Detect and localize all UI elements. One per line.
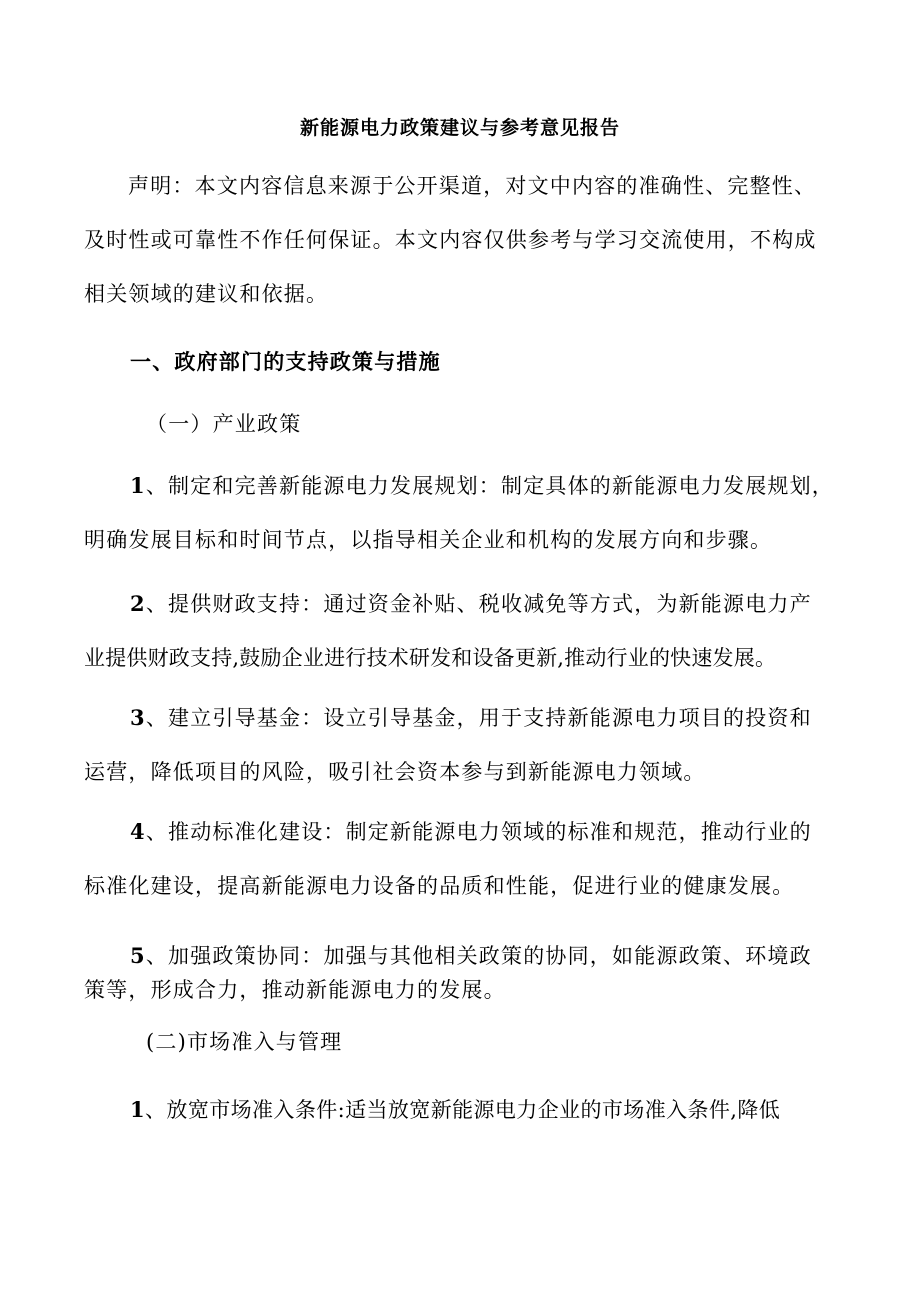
- market-item-1-line-1: [130, 1096, 780, 1124]
- list-item-number: 1: [130, 1097, 146, 1122]
- list-item-number: 4: [130, 819, 146, 844]
- list-item-text: 、建立引导基金：设立引导基金，用于支持新能源电力项目的投资和: [145, 706, 812, 730]
- list-item-1-line-2: 明确发展目标和时间节点，以指导相关企业和机构的发展方向和步骤。: [84, 528, 773, 552]
- list-item-3-line-1: [130, 704, 812, 732]
- section-1-heading: 一、政府部门的支持政策与措施: [130, 349, 441, 374]
- list-item-number: 1: [130, 473, 146, 498]
- list-item-number: 3: [130, 705, 146, 730]
- disclaimer-line-1: 声明：本文内容信息来源于公开渠道，对文中内容的准确性、完整性、: [128, 174, 817, 198]
- disclaimer-line-2: 及时性或可靠性不作任何保证。本文内容仅供参考与学习交流使用，不构成: [84, 228, 817, 252]
- list-item-5-line-1: [130, 942, 812, 970]
- list-item-4-line-2: 标准化建设，提高新能源电力设备的品质和性能，促进行业的健康发展。: [84, 874, 795, 898]
- list-item-text: 、提供财政支持：通过资金补贴、税收减免等方式，为新能源电力产: [145, 592, 812, 616]
- list-item-number: 5: [130, 943, 146, 968]
- list-item-3-line-2: 运营，降低项目的风险，吸引社会资本参与到新能源电力领域。: [84, 760, 706, 784]
- disclaimer-line-3: 相关领域的建议和依据。: [84, 282, 329, 306]
- list-item-5-line-2: 策等，形成合力，推动新能源电力的发展。: [84, 978, 506, 1002]
- list-item-text: 、制定和完善新能源电力发展规划：制定具体的新能源电力发展规划，: [145, 474, 835, 498]
- subsection-1-heading: （一）产业政策: [146, 412, 302, 436]
- list-item-text: 、放宽市场准入条件:适当放宽新能源电力企业的市场准入条件,降低: [145, 1098, 781, 1122]
- document-title: 新能源电力政策建议与参考意见报告: [299, 117, 620, 139]
- list-item-2-line-1: [130, 590, 812, 618]
- list-item-4-line-1: [130, 818, 812, 846]
- subsection-2-heading: (二)市场准入与管理: [146, 1030, 343, 1054]
- list-item-2-line-2: 业提供财政支持,鼓励企业进行技术研发和设备更新,推动行业的快速发展。: [84, 646, 777, 670]
- list-item-number: 2: [130, 591, 146, 616]
- list-item-text: 、加强政策协同：加强与其他相关政策的协同，如能源政策、环境政: [145, 944, 812, 968]
- list-item-text: 、推动标准化建设：制定新能源电力领域的标准和规范，推动行业的: [145, 820, 812, 844]
- list-item-1-line-1: [130, 472, 834, 500]
